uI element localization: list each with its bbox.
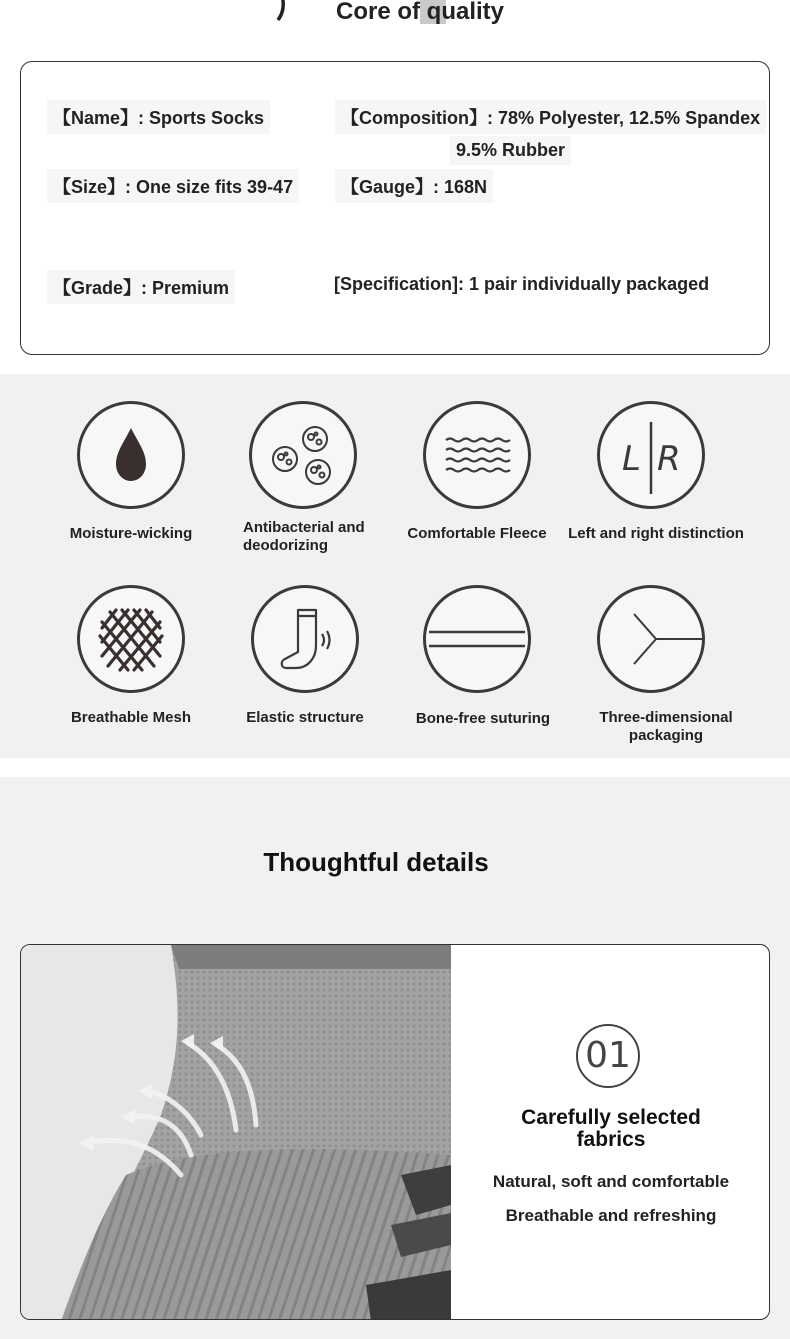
waves-icon bbox=[423, 401, 531, 509]
feature-label: Breathable Mesh bbox=[70, 709, 192, 726]
left-right-icon bbox=[597, 401, 705, 509]
feature-number-badge: 01 bbox=[576, 1024, 640, 1088]
spec-composition-cont: 9.5% Rubber bbox=[450, 136, 571, 165]
spec-composition: 【Composition】: 78% Polyester, 12.5% Spandex bbox=[335, 100, 766, 134]
feature-fleece bbox=[387, 401, 567, 543]
details-section bbox=[0, 777, 790, 1339]
svg-text:R: R bbox=[657, 439, 681, 479]
feature-title: Carefully selected fabrics bbox=[521, 1106, 701, 1151]
spec-name: 【Name】: Sports Socks bbox=[47, 100, 270, 134]
section-header bbox=[0, 0, 790, 40]
feature-label: Left and right distinction bbox=[568, 525, 744, 542]
feature-label: Bone-free suturing bbox=[415, 710, 551, 727]
features-grid bbox=[0, 374, 790, 758]
feature-mesh bbox=[41, 585, 221, 727]
section-title: Core of quality bbox=[336, 0, 505, 25]
spec-grade: 【Grade】: Premium bbox=[47, 270, 235, 304]
spec-gauge: 【Gauge】: 168N bbox=[335, 169, 493, 203]
feature-label: Three-dimensional packaging bbox=[599, 709, 733, 744]
detail-card bbox=[20, 944, 770, 1320]
decorative-hook-icon bbox=[270, 0, 290, 24]
spec-card bbox=[20, 61, 770, 355]
spec-specification: [Specification]: 1 pair individually packaged bbox=[334, 274, 710, 294]
feature-line-2: Breathable and refreshing bbox=[505, 1206, 717, 1225]
feature-antibacterial bbox=[213, 401, 393, 555]
spec-size: 【Size】: One size fits 39-47 bbox=[47, 169, 299, 203]
feature-left-right bbox=[561, 401, 744, 543]
feature-elastic bbox=[215, 585, 395, 727]
feature-label: Comfortable Fleece bbox=[407, 525, 547, 542]
mesh-icon bbox=[77, 585, 185, 693]
sock-fabric-photo bbox=[21, 945, 451, 1320]
fork-icon bbox=[597, 585, 705, 693]
water-drop-icon bbox=[77, 401, 185, 509]
feature-bone-free bbox=[387, 585, 567, 728]
feature-label: Elastic structure bbox=[246, 709, 364, 726]
sock-icon bbox=[251, 585, 359, 693]
feature-moisture-wicking bbox=[41, 401, 221, 543]
svg-text:L: L bbox=[622, 439, 641, 479]
feature-label: Antibacterial and deodorizing bbox=[243, 519, 365, 554]
feature-label: Moisture-wicking bbox=[69, 525, 193, 542]
details-title: Thoughtful details bbox=[263, 847, 489, 877]
feature-3d-packaging bbox=[561, 585, 741, 745]
feature-line-1: Natural, soft and comfortable bbox=[492, 1172, 730, 1191]
seam-icon bbox=[423, 585, 531, 693]
bacteria-icon bbox=[249, 401, 357, 509]
